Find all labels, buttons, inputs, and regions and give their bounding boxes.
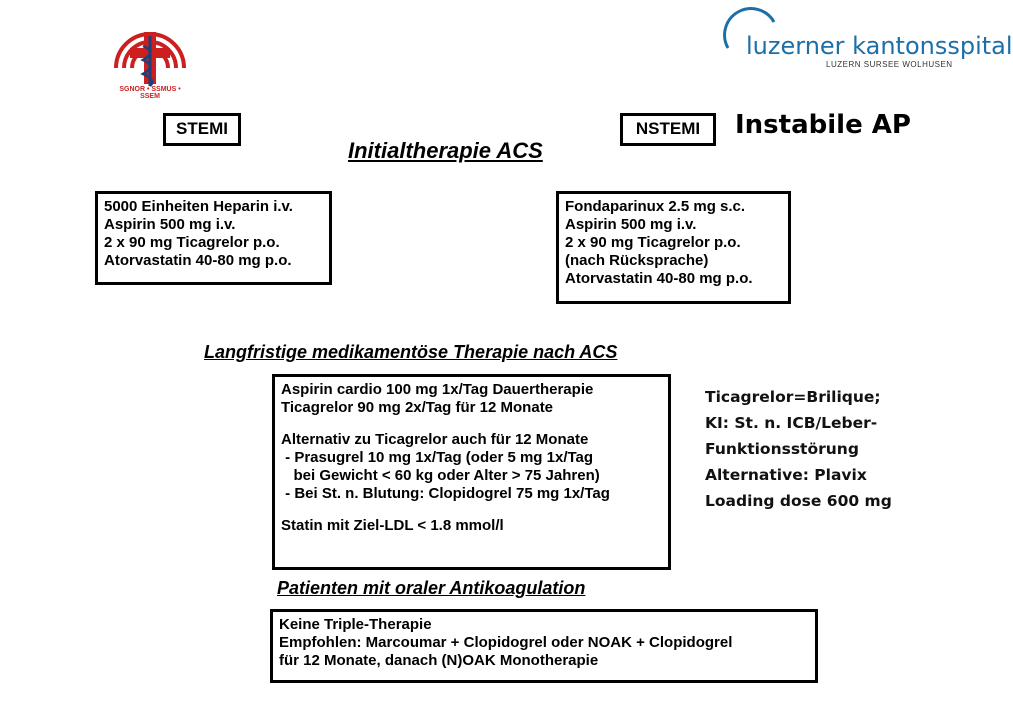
stemi-line: 2 x 90 mg Ticagrelor p.o. bbox=[104, 234, 280, 251]
longterm-line: Alternativ zu Ticagrelor auch für 12 Monate bbox=[281, 431, 589, 448]
instabile-ap-label: Instabile AP bbox=[735, 110, 911, 140]
longterm-line: - Prasugrel 10 mg 1x/Tag (oder 5 mg 1x/Tag bbox=[281, 449, 594, 466]
nstemi-label: NSTEMI bbox=[620, 113, 716, 146]
seal-ring-text: SGNOR • SSMUS • SSEM bbox=[119, 86, 181, 100]
nstemi-line: 2 x 90 mg Ticagrelor p.o. bbox=[565, 234, 741, 251]
stemi-line: 5000 Einheiten Heparin i.v. bbox=[104, 198, 293, 215]
stemi-therapy-box bbox=[95, 191, 332, 285]
longterm-therapy-heading: Langfristige medikamentöse Therapie nach ACS bbox=[204, 342, 618, 362]
longterm-line: bei Gewicht < 60 kg oder Alter > 75 Jahren) bbox=[281, 467, 600, 484]
anticoagulation-heading: Patienten mit oraler Antikoagulation bbox=[277, 578, 586, 598]
longterm-line: Statin mit Ziel-LDL < 1.8 mmol/l bbox=[281, 517, 504, 534]
hospital-locations: LUZERN SURSEE WOLHUSEN bbox=[826, 60, 953, 69]
luzerner-kantonsspital-logo bbox=[724, 12, 1013, 74]
ticagrelor-note bbox=[705, 384, 892, 514]
stemi-label: STEMI bbox=[163, 113, 241, 146]
hospital-name: luzerner kantonsspital bbox=[746, 32, 1013, 60]
note-line: Alternative: Plavix bbox=[705, 466, 867, 484]
nstemi-line: (nach Rücksprache) bbox=[565, 252, 709, 269]
nstemi-line: Fondaparinux 2.5 mg s.c. bbox=[565, 198, 746, 215]
anticoagulation-box bbox=[270, 609, 818, 683]
nstemi-line: Atorvastatin 40-80 mg p.o. bbox=[565, 270, 753, 287]
longterm-line: Aspirin cardio 100 mg 1x/Tag Dauertherapie bbox=[281, 381, 594, 398]
stemi-line: Aspirin 500 mg i.v. bbox=[104, 216, 236, 233]
nstemi-therapy-box bbox=[556, 191, 791, 304]
nstemi-line: Aspirin 500 mg i.v. bbox=[565, 216, 697, 233]
anticoag-line: für 12 Monate, danach (N)OAK Monotherapie bbox=[279, 652, 599, 669]
note-line: KI: St. n. ICB/Leber- bbox=[705, 414, 878, 432]
initial-therapy-heading: Initialtherapie ACS bbox=[348, 138, 543, 163]
longterm-therapy-box bbox=[272, 374, 671, 570]
anticoag-line: Empfohlen: Marcoumar + Clopidogrel oder NOAK + Clopidogrel bbox=[279, 634, 733, 651]
anticoag-line: Keine Triple-Therapie bbox=[279, 616, 432, 633]
note-line: Funktionsstörung bbox=[705, 440, 859, 458]
longterm-line: Ticagrelor 90 mg 2x/Tag für 12 Monate bbox=[281, 399, 554, 416]
note-line: Loading dose 600 mg bbox=[705, 492, 892, 510]
sgnor-ssmus-ssem-logo bbox=[110, 24, 190, 110]
note-line: Ticagrelor=Brilique; bbox=[705, 388, 881, 406]
stemi-line: Atorvastatin 40-80 mg p.o. bbox=[104, 252, 292, 269]
longterm-line: - Bei St. n. Blutung: Clopidogrel 75 mg 1x/Tag bbox=[281, 485, 610, 502]
